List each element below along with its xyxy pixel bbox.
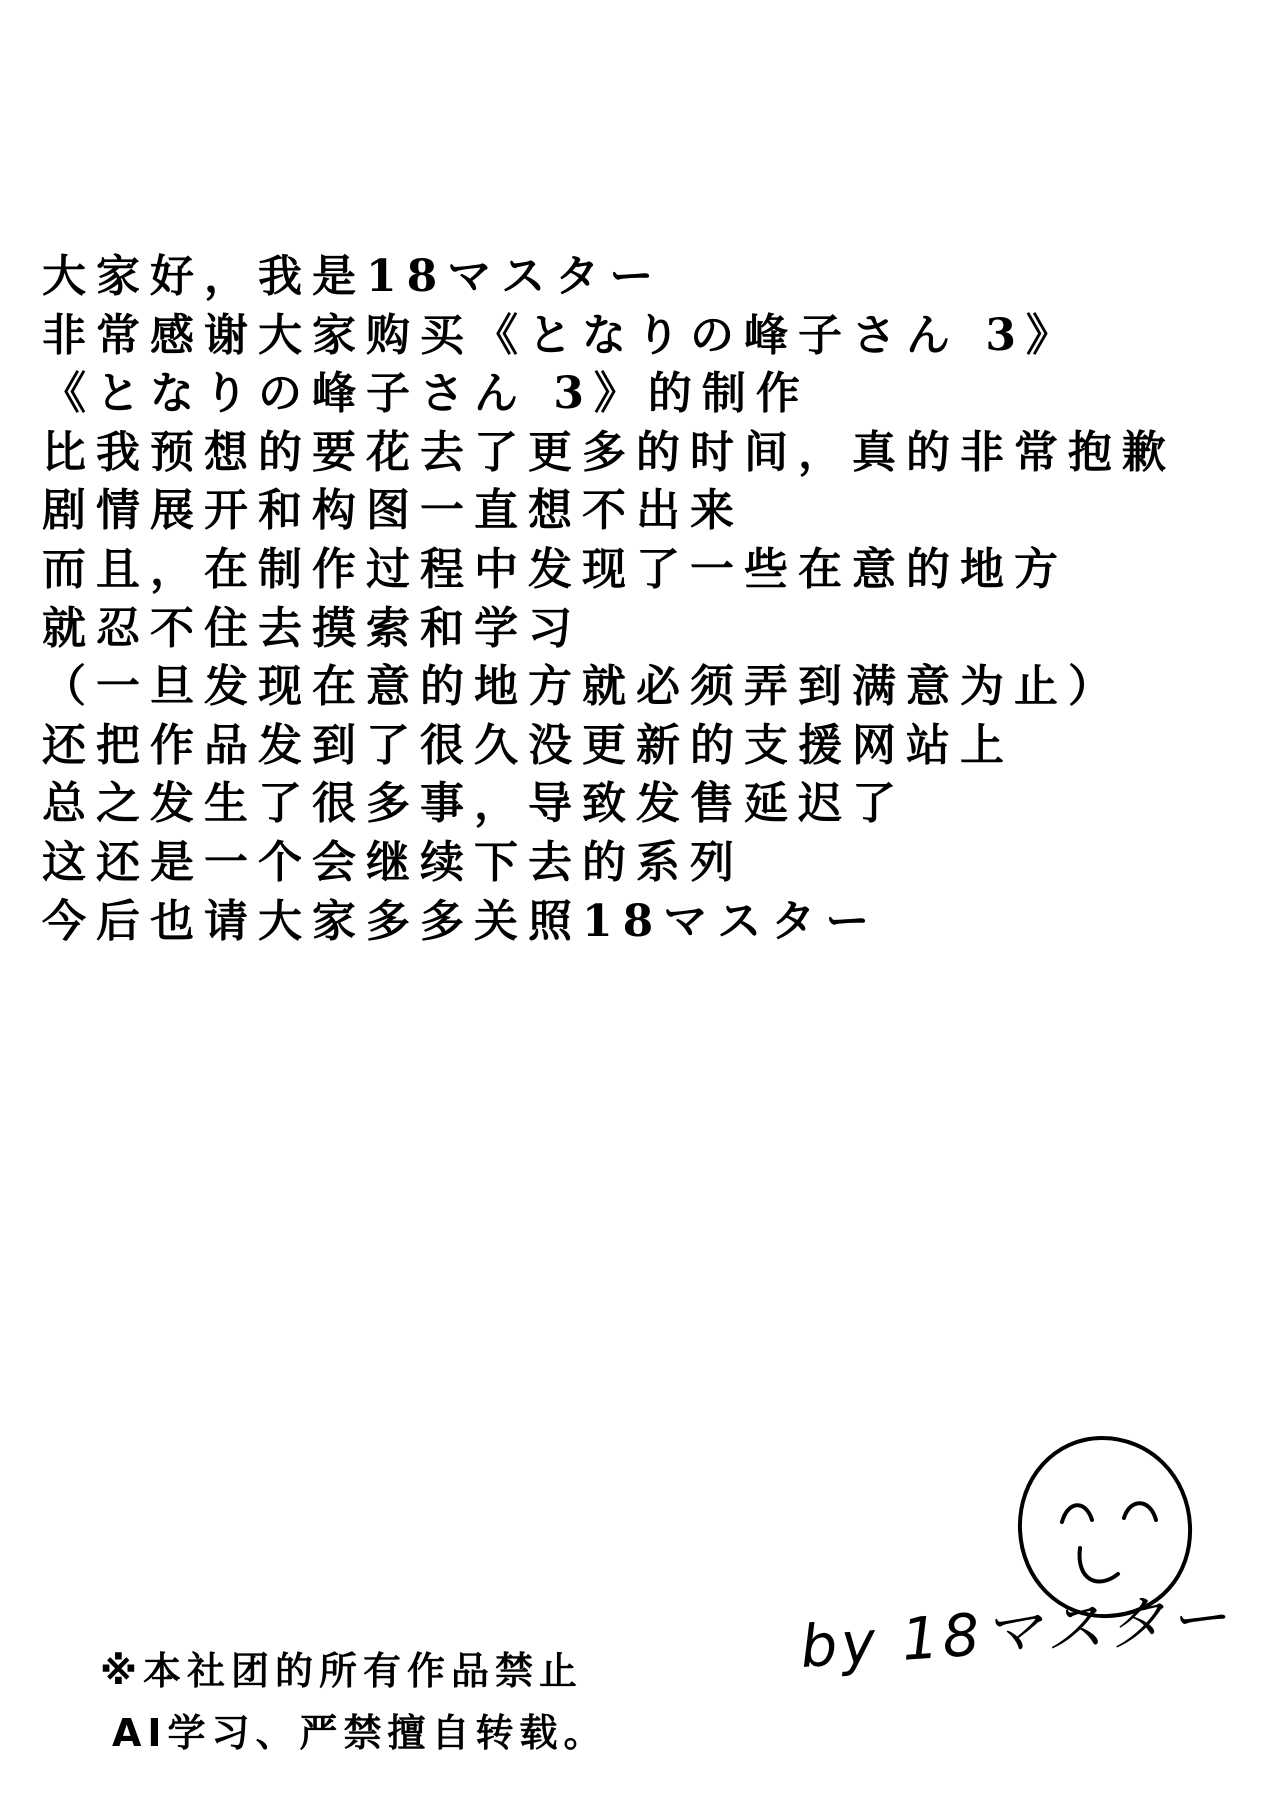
- message-line: 今后也请大家多多关照18マスター: [42, 895, 880, 947]
- notice-line: AI学习、严禁擅自转载。: [112, 1711, 608, 1755]
- message-line: 就忍不住去摸索和学习: [42, 602, 582, 654]
- signature: [797, 1582, 1234, 1710]
- message-line: 非常感谢大家购买《となりの峰子さん 3》: [42, 309, 1080, 361]
- message-line: （一旦发现在意的地方就必须弄到满意为止）: [42, 661, 1122, 713]
- message-line: 总之发生了很多事，导致发售延迟了: [42, 778, 906, 830]
- signature-text: by 18マスター: [797, 1582, 1234, 1681]
- message-line: 比我预想的要花去了更多的时间，真的非常抱歉: [42, 426, 1176, 478]
- message-line: 这还是一个会继续下去的系列: [42, 836, 744, 888]
- message-body: [42, 248, 1262, 951]
- message-line: 而且，在制作过程中发现了一些在意的地方: [42, 543, 1068, 595]
- copyright-notice: [100, 1640, 700, 1764]
- message-line: 还把作品发到了很久没更新的支援网站上: [42, 719, 1014, 771]
- notice-line: ※本社团的所有作品禁止: [100, 1649, 583, 1693]
- message-line: 剧情展开和构图一直想不出来: [42, 485, 744, 537]
- message-line: 大家好，我是18マスター: [42, 251, 664, 302]
- message-line: 《となりの峰子さん 3》的制作: [42, 368, 810, 420]
